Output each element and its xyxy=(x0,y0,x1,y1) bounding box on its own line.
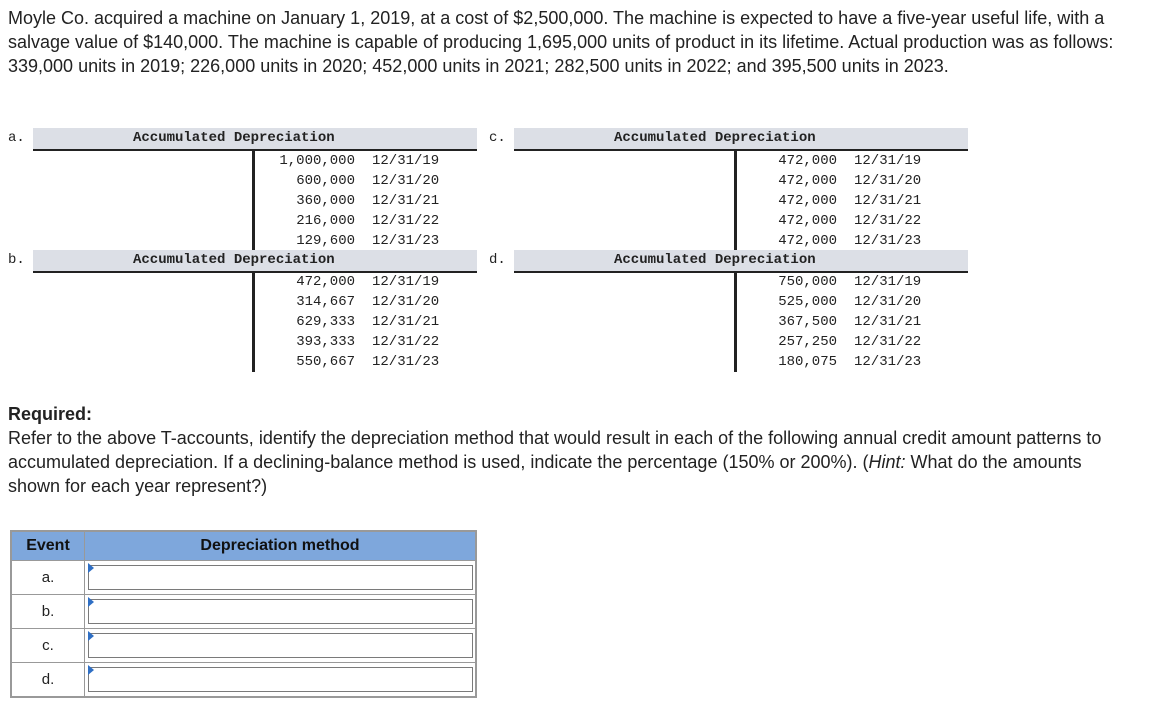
t-account-row: 472,000 12/31/21 xyxy=(778,193,922,209)
method-cell xyxy=(85,561,477,595)
answer-table xyxy=(10,530,477,698)
input-flag-icon xyxy=(88,597,94,607)
t-account-c-credits xyxy=(744,151,921,251)
t-account-a-credits xyxy=(262,151,439,251)
t-account-row: 472,000 12/31/19 xyxy=(296,274,440,290)
t-account-c-divider xyxy=(734,151,737,250)
t-account-a-header xyxy=(33,128,477,151)
event-label: c. xyxy=(11,629,85,663)
t-account-letter-a: a. xyxy=(8,130,25,146)
t-account-row: 216,000 12/31/22 xyxy=(296,213,440,229)
t-account-c-header xyxy=(514,128,968,151)
t-account-d-credits xyxy=(744,272,921,372)
answer-table-header-row xyxy=(11,531,476,561)
event-label: a. xyxy=(11,561,85,595)
t-account-row: 129,600 12/31/23 xyxy=(296,233,440,249)
t-account-row: 472,000 12/31/19 xyxy=(778,153,922,169)
t-account-row: 550,667 12/31/23 xyxy=(296,354,440,370)
method-column-header: Depreciation method xyxy=(85,531,477,561)
answer-row xyxy=(11,561,476,595)
t-account-row: 472,000 12/31/23 xyxy=(778,233,922,249)
required-text: Refer to the above T-accounts, identify the depreciation method that would result in each of the following annual credit amount patterns to accumulated depreciation. If a declining-balance method is used, indicate the percentage (150% or 200%). ( xyxy=(8,428,1102,472)
event-label: d. xyxy=(11,663,85,698)
t-account-c-title: Accumulated Depreciation xyxy=(614,130,816,146)
problem-statement: Moyle Co. acquired a machine on January 1, 2019, at a cost of $2,500,000. The machine is expected to have a five-year useful life, with a salvage value of $140,000. The machine is capable of producing 1,695,000 units of product in its lifetime. Actual production was as follows: 339,000 units in 2019; 226,000 units in 2020; 452,000 units in 2021; 282,500 units in 2022; and 395,500 units in 2023. xyxy=(8,8,1114,76)
t-account-d-header xyxy=(514,250,968,273)
required-section xyxy=(8,402,1138,498)
t-account-letter-d: d. xyxy=(489,252,506,268)
input-flag-icon xyxy=(88,665,94,675)
t-account-b-divider xyxy=(252,273,255,372)
t-account-b-credits xyxy=(262,272,439,372)
hint-label: Hint: xyxy=(868,452,906,472)
t-account-d-title: Accumulated Depreciation xyxy=(614,252,816,268)
t-account-a-title: Accumulated Depreciation xyxy=(133,130,335,146)
t-account-b-header xyxy=(33,250,477,273)
event-label: b. xyxy=(11,595,85,629)
t-account-row: 180,075 12/31/23 xyxy=(778,354,922,370)
method-cell xyxy=(85,629,477,663)
t-account-row: 393,333 12/31/22 xyxy=(296,334,440,350)
t-account-letter-c: c. xyxy=(489,130,506,146)
t-account-row: 472,000 12/31/20 xyxy=(778,173,922,189)
t-account-row: 629,333 12/31/21 xyxy=(296,314,440,330)
t-account-row: 1,000,000 12/31/19 xyxy=(279,153,440,169)
t-account-d-divider xyxy=(734,273,737,372)
method-input-b[interactable] xyxy=(88,599,473,624)
answer-row xyxy=(11,595,476,629)
t-account-row: 314,667 12/31/20 xyxy=(296,294,440,310)
t-account-row: 257,250 12/31/22 xyxy=(778,334,922,350)
t-account-row: 472,000 12/31/22 xyxy=(778,213,922,229)
hint-text: What do the amounts shown for each year represent?) xyxy=(8,452,1082,496)
answer-row xyxy=(11,663,476,698)
t-account-row: 360,000 12/31/21 xyxy=(296,193,440,209)
t-account-row: 600,000 12/31/20 xyxy=(296,173,440,189)
method-input-d[interactable] xyxy=(88,667,473,692)
method-input-a[interactable] xyxy=(88,565,473,590)
t-account-row: 750,000 12/31/19 xyxy=(778,274,922,290)
method-cell xyxy=(85,663,477,698)
t-account-b-title: Accumulated Depreciation xyxy=(133,252,335,268)
method-cell xyxy=(85,595,477,629)
t-account-row: 367,500 12/31/21 xyxy=(778,314,922,330)
t-account-row: 525,000 12/31/20 xyxy=(778,294,922,310)
t-account-a-divider xyxy=(252,151,255,250)
input-flag-icon xyxy=(88,563,94,573)
input-flag-icon xyxy=(88,631,94,641)
answer-row xyxy=(11,629,476,663)
required-heading: Required: xyxy=(8,404,93,424)
method-input-c[interactable] xyxy=(88,633,473,658)
t-account-letter-b: b. xyxy=(8,252,25,268)
event-column-header: Event xyxy=(11,531,85,561)
